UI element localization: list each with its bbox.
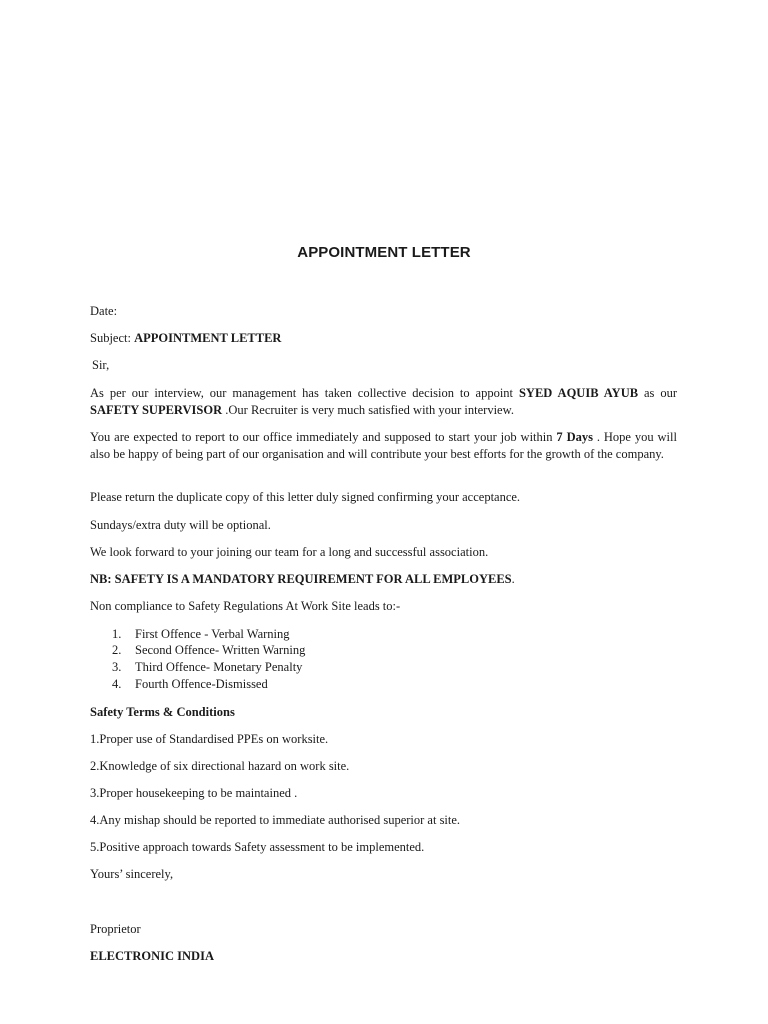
company-name [90,948,214,964]
term-item: 1.Proper use of Standardised PPEs on worksite. [90,732,329,746]
closing-text: Yours’ sincerely, [90,867,174,881]
offence-item: Fourth Offence-Dismissed [135,677,268,691]
term-item: 2.Knowledge of six directional hazard on work site. [90,759,350,773]
company-name-text: ELECTRONIC INDIA [90,949,214,963]
offence-number: 1. [112,627,122,641]
signatory-title: Proprietor [90,922,141,936]
look-forward-text: We look forward to your joining our team for a long and successful association. [90,545,489,559]
intro-text-3: .Our Recruiter is very much satisfied with your interview. [222,403,514,417]
date-label: Date: [90,304,118,318]
offence-item: First Offence - Verbal Warning [135,627,290,641]
term-item: 4.Any mishap should be reported to immediate authorised superior at site. [90,813,461,827]
return-copy-text: Please return the duplicate copy of this letter duly signed confirming your acceptance. [90,490,521,504]
report-text-1: You are expected to report to our office immediately and supposed to start your job within [90,430,557,444]
salutation: Sir, [92,358,110,372]
offence-item: Second Offence- Written Warning [135,643,306,657]
letter-heading: APPOINTMENT LETTER [297,244,471,261]
non-compliance-text: Non compliance to Safety Regulations At Work Site leads to:- [90,599,401,613]
date-line [90,303,117,319]
term-item: 3.Proper housekeeping to be maintained . [90,786,298,800]
subject-line [90,330,281,346]
appointee-name: SYED AQUIB AYUB [518,386,639,400]
nb-line [90,571,515,587]
intro-text-2: as our [638,386,678,400]
joining-days: 7 Days [556,430,593,444]
intro-text-1: As per our interview, our management has taken collective decision to appoint [90,386,519,400]
offence-number: 3. [112,660,122,674]
intro-paragraph [90,385,677,419]
nb-text: NB: SAFETY IS A MANDATORY REQUIREMENT FOR ALL EMPLOYEES [90,572,512,586]
offence-item: Third Offence- Monetary Penalty [135,660,303,674]
subject-value: APPOINTMENT LETTER [134,331,282,345]
nb-period: . [511,572,515,586]
subject-label: Subject: [90,331,131,345]
position-title: SAFETY SUPERVISOR [90,403,223,417]
term-item: 5.Positive approach towards Safety assessment to be implemented. [90,840,425,854]
offence-number: 2. [112,643,122,657]
offence-number: 4. [112,677,122,691]
terms-heading [90,704,235,720]
terms-heading-text: Safety Terms & Conditions [90,705,235,719]
sundays-text: Sundays/extra duty will be optional. [90,518,271,532]
report-paragraph [90,429,677,463]
report-text-2: . Hope you will also be happy of being part of our organisation and will contribute your best efforts for the growth of the company. [90,430,677,461]
